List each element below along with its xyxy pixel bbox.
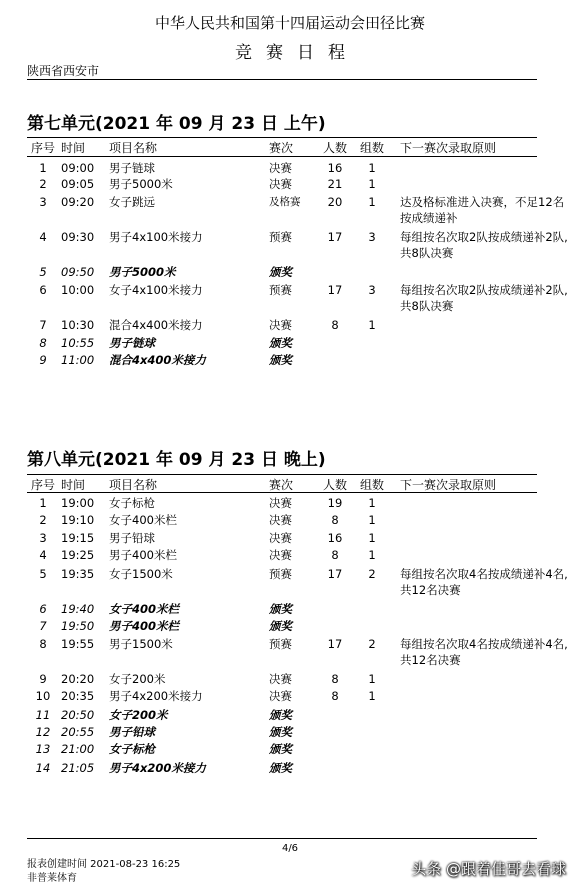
cell-seq: 9 [39,672,47,686]
cell-round: 及格赛 [269,196,301,208]
cell-seq: 3 [39,531,47,545]
cell-name: 男子5000米 [109,177,173,191]
cell-time: 10:00 [61,283,95,297]
col-name: 项目名称 [109,141,158,155]
cell-seq: 11 [35,708,51,722]
cell-name: 女子200米 [109,708,168,722]
session8-top-rule [27,474,537,475]
cell-grp: 1 [368,672,376,686]
cell-round: 颁奖 [269,742,292,756]
cell-name: 女子4x100米接力 [109,283,203,297]
cell-grp: 1 [368,161,376,175]
cell-grp: 1 [368,195,376,209]
cell-grp: 1 [368,177,376,191]
cell-time: 10:30 [61,318,95,332]
cell-time: 20:50 [61,708,95,722]
cell-time: 19:35 [61,567,95,581]
cell-name: 女子标枪 [109,742,155,756]
cell-seq: 6 [39,602,47,616]
cell-name: 女子400米栏 [109,513,177,527]
cell-time: 09:05 [61,177,95,191]
cell-num: 8 [331,672,339,686]
cell-time: 19:50 [61,619,95,633]
cell-num: 17 [327,230,343,244]
cell-round: 预赛 [269,567,292,581]
cell-rule: 每组按名次取2队按成绩递补2队,共8队决赛 [400,283,568,313]
document-title: 中华人民共和国第十四届运动会田径比赛 [154,14,425,32]
cell-time: 19:15 [61,531,95,545]
col-rule: 下一赛次录取原则 [400,478,497,492]
cell-seq: 2 [39,177,47,191]
cell-time: 19:10 [61,513,95,527]
cell-round: 预赛 [269,637,292,651]
cell-grp: 2 [368,567,376,581]
col-seq: 序号 [30,478,55,492]
col-num: 人数 [322,478,347,492]
cell-name: 男子4x100米接力 [109,230,203,244]
cell-num: 8 [331,513,339,527]
cell-grp: 1 [368,548,376,562]
location-label: 陕西省西安市 [27,64,100,78]
session8-table-header [27,476,537,492]
session8-title: 第八单元(2021 年 09 月 23 日 晚上) [27,450,326,470]
col-num: 人数 [322,141,347,155]
cell-round: 决赛 [269,513,292,527]
cell-name: 女子跳远 [109,195,155,209]
document-subtitle: 竞赛日程 [235,43,359,63]
col-seq: 序号 [30,141,55,155]
cell-round: 预赛 [269,230,292,244]
cell-time: 20:35 [61,689,95,703]
cell-seq: 4 [39,548,47,562]
cell-name: 混合4x400米接力 [109,318,203,332]
cell-seq: 12 [35,725,51,739]
session7-top-rule [27,137,537,138]
watermark-text: 头条 @跟着佳哥去看球 [411,860,566,878]
cell-seq: 13 [35,742,51,756]
col-rule: 下一赛次录取原则 [400,141,497,155]
organization-label: 非普莱体育 [27,873,77,884]
cell-num: 21 [327,177,343,191]
cell-round: 颁奖 [269,353,292,367]
session8-header-rule [27,492,537,493]
cell-round: 颁奖 [269,761,292,775]
cell-grp: 1 [368,513,376,527]
cell-name: 男子4x200米接力 [109,761,206,775]
cell-num: 17 [327,567,343,581]
cell-time: 09:00 [61,161,95,175]
cell-time: 21:05 [61,761,95,775]
cell-time: 10:55 [61,336,95,350]
cell-time: 20:20 [61,672,95,686]
cell-num: 20 [327,195,343,209]
cell-name: 男子4x200米接力 [109,689,203,703]
cell-time: 09:20 [61,195,95,209]
cell-grp: 1 [368,531,376,545]
cell-seq: 6 [39,283,47,297]
cell-num: 8 [331,689,339,703]
cell-time: 11:00 [61,353,95,367]
cell-round: 颁奖 [269,336,292,350]
cell-grp: 1 [368,496,376,510]
session7-title: 第七单元(2021 年 09 月 23 日 上午) [27,114,326,134]
cell-round: 颁奖 [269,265,292,279]
cell-num: 17 [327,637,343,651]
report-created-time: 报表创建时间 2021-08-23 16:25 [27,859,181,870]
cell-seq: 2 [39,513,47,527]
cell-round: 预赛 [269,283,292,297]
cell-num: 8 [331,318,339,332]
page-number: 4/6 [281,843,299,854]
col-grp: 组数 [359,141,384,155]
cell-rule: 每组按名次取4名按成绩递补4名,共12名决赛 [400,637,568,667]
cell-time: 09:50 [61,265,95,279]
col-round: 赛次 [269,141,294,155]
cell-seq: 8 [39,336,47,350]
cell-time: 19:25 [61,548,95,562]
cell-time: 21:00 [61,742,95,756]
cell-seq: 7 [39,619,47,633]
cell-name: 男子5000米 [109,265,176,279]
cell-grp: 3 [368,230,376,244]
cell-time: 19:40 [61,602,95,616]
cell-round: 颁奖 [269,725,292,739]
cell-round: 颁奖 [269,602,292,616]
cell-name: 男子铅球 [109,725,155,739]
cell-round: 决赛 [269,161,292,175]
col-time: 时间 [61,141,86,155]
cell-name: 女子400米栏 [109,602,180,616]
cell-round: 颁奖 [269,708,292,722]
cell-rule: 每组按名次取4名按成绩递补4名,共12名决赛 [400,567,568,597]
cell-time: 20:55 [61,725,95,739]
cell-num: 8 [331,548,339,562]
cell-name: 混合4x400米接力 [109,353,206,367]
session7-table-header [27,139,537,155]
cell-name: 男子链球 [109,161,155,175]
cell-time: 19:55 [61,637,95,651]
footer-divider [27,838,537,839]
cell-round: 颁奖 [269,619,292,633]
cell-name: 男子1500米 [109,637,173,651]
col-name: 项目名称 [109,478,158,492]
cell-seq: 1 [39,161,47,175]
cell-seq: 5 [39,265,47,279]
cell-seq: 3 [39,195,47,209]
header-divider [27,79,537,80]
cell-grp: 2 [368,637,376,651]
cell-rule: 每组按名次取2队按成绩递补2队,共8队决赛 [400,230,568,260]
col-round: 赛次 [269,478,294,492]
cell-name: 男子400米栏 [109,548,177,562]
cell-time: 19:00 [61,496,95,510]
cell-seq: 5 [39,567,47,581]
cell-grp: 1 [368,689,376,703]
cell-grp: 3 [368,283,376,297]
cell-seq: 1 [39,496,47,510]
cell-round: 决赛 [269,318,292,332]
cell-round: 决赛 [269,177,292,191]
cell-round: 决赛 [269,496,292,510]
cell-name: 男子铅球 [109,531,155,545]
cell-seq: 4 [39,230,47,244]
cell-name: 女子1500米 [109,567,173,581]
cell-seq: 14 [35,761,51,775]
cell-name: 男子链球 [109,336,155,350]
cell-num: 16 [327,161,343,175]
cell-num: 16 [327,531,343,545]
cell-name: 男子400米栏 [109,619,180,633]
col-time: 时间 [61,478,86,492]
cell-round: 决赛 [269,531,292,545]
session7-header-rule [27,156,537,157]
cell-num: 17 [327,283,343,297]
cell-grp: 1 [368,318,376,332]
cell-seq: 7 [39,318,47,332]
cell-name: 女子200米 [109,672,166,686]
cell-time: 09:30 [61,230,95,244]
cell-num: 19 [327,496,343,510]
cell-name: 女子标枪 [109,496,155,510]
cell-rule: 达及格标准进入决赛，不足12名按成绩递补 [400,195,565,225]
cell-seq: 10 [35,689,51,703]
cell-round: 决赛 [269,689,292,703]
cell-seq: 9 [39,353,47,367]
cell-round: 决赛 [269,548,292,562]
cell-round: 决赛 [269,672,292,686]
col-grp: 组数 [359,478,384,492]
cell-seq: 8 [39,637,47,651]
